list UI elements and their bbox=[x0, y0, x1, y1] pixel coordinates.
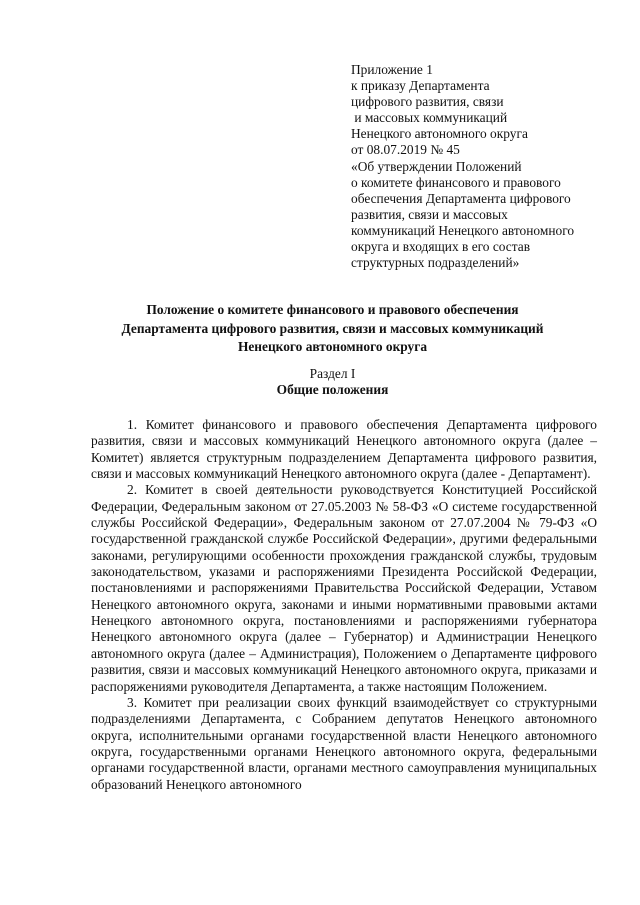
appendix-block bbox=[351, 62, 621, 271]
paragraph: 2. Комитет в своей деятельности руководствуется Конституцией Российской Федерации, Федеральным законом от 27.05.2003 № 58-ФЗ «О системе государственной службы Российской Федерации», Федеральным законом от 27.07.2004 № 79-ФЗ «О государственной гражданской службе Российской Федерации», другими федеральными законами, регулирующими особенности прохождения гражданской службы, трудовым законодательством, указами и распоряжениями Президента Российской Федерации, постановлениями и распоряжениями Правительства Российской Федерации, Уставом Ненецкого автономного округа, законами и иными нормативными правовыми актами Ненецкого автономного округа, постановлениями и распоряжениями губернатора Ненецкого автономного округа (далее – Губернатор) и Администрации Ненецкого автономного округа (далее – Администрация), Положением о Департаменте цифрового развития, связи и массовых коммуникаций Ненецкого автономного округа, приказами и распоряжениями руководителя Департамента, а также настоящим Положением. bbox=[91, 482, 597, 694]
title-line: Положение о комитете финансового и правового обеспечения bbox=[146, 302, 519, 317]
appendix-line: округа и входящих в его состав bbox=[351, 239, 531, 255]
appendix-line: развития, связи и массовых bbox=[351, 206, 508, 222]
paragraph: 1. Комитет финансового и правового обеспечения Департамента цифрового развития, связи и массовых коммуникаций Ненецкого автономного округа (далее – Комитет) является структурным подразделением Департамента цифрового развития, связи и массовых коммуникаций Ненецкого автономного округа (далее - Департамент). bbox=[91, 417, 597, 482]
document-title bbox=[60, 301, 605, 357]
appendix-line: обеспечения Департамента цифрового bbox=[351, 190, 571, 206]
appendix-line: Приложение 1 bbox=[351, 62, 433, 77]
appendix-line: к приказу Департамента bbox=[351, 78, 490, 94]
appendix-line: Ненецкого автономного округа bbox=[351, 126, 528, 142]
title-line: Департамента цифрового развития, связи и массовых коммуникаций bbox=[121, 320, 544, 336]
appendix-line: коммуникаций Ненецкого автономного bbox=[351, 222, 575, 238]
appendix-line: структурных подразделений» bbox=[351, 255, 520, 271]
section-title: Общие положения bbox=[276, 382, 389, 397]
section-number: Раздел I bbox=[309, 366, 356, 381]
appendix-line: цифрового развития, связи bbox=[351, 94, 504, 110]
appendix-line: «Об утверждении Положений bbox=[351, 158, 522, 174]
appendix-line: о комитете финансового и правового bbox=[351, 174, 561, 190]
appendix-line: и массовых коммуникаций bbox=[351, 110, 508, 126]
title-line: Ненецкого автономного округа bbox=[237, 339, 428, 354]
appendix-line: от 08.07.2019 № 45 bbox=[351, 142, 460, 158]
paragraph: 3. Комитет при реализации своих функций взаимодействует со структурными подразделениями Департамента, с Собранием депутатов Ненецкого автономного округа, исполнительными органами государственной власти Ненецкого автономного округа, государственными органами Ненецкого автономного округа, федеральными органами государственной власти, органами местного самоуправления муниципальных образований Ненецкого автономного bbox=[91, 694, 597, 792]
document-body bbox=[91, 417, 597, 793]
